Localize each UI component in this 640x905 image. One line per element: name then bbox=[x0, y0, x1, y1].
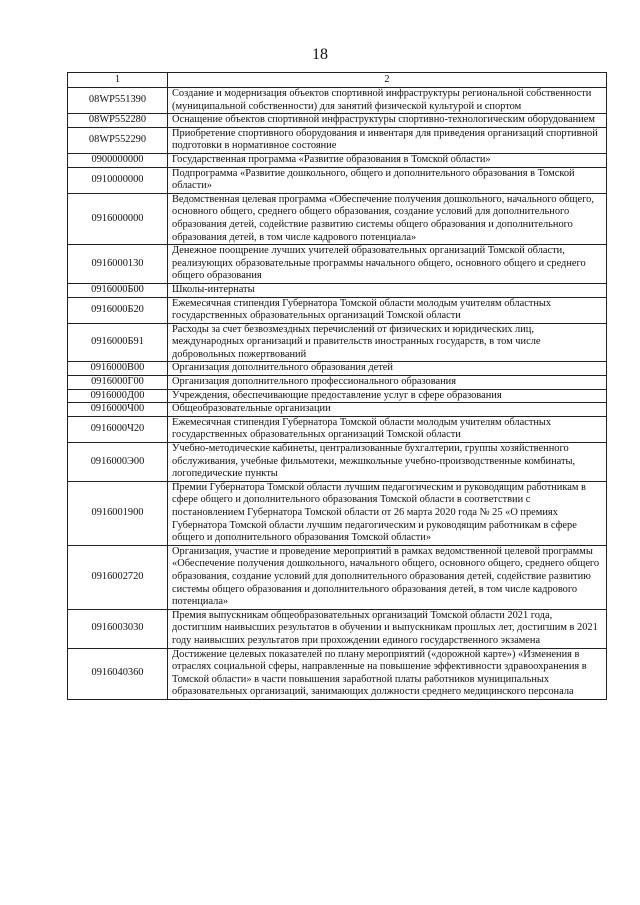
row-code: 0916000Ч20 bbox=[68, 416, 168, 442]
row-code: 0900000000 bbox=[68, 153, 168, 167]
row-code: 08WP552280 bbox=[68, 114, 168, 128]
table-row bbox=[68, 609, 607, 648]
row-name: Премии Губернатора Томской области лучшим педагогическим и руководящим работникам в сфере общего и дополнительного образования Томской области в соответствии с постановлением Губернатора Томской области от 26 марта 2020 года № 25 «О премиях Губернатора Томской области лучшим педагогическим и руководящим работникам в сфере общего и дополнительного образования Томской области» bbox=[168, 481, 607, 545]
row-name: Государственная программа «Развитие образования в Томской области» bbox=[168, 153, 607, 167]
row-code: 0916000Э00 bbox=[68, 443, 168, 482]
row-name: Организация дополнительного образования детей bbox=[168, 362, 607, 376]
row-code: 0916000Г00 bbox=[68, 376, 168, 390]
row-name: Организация дополнительного профессионального образования bbox=[168, 376, 607, 390]
row-name: Ежемесячная стипендия Губернатора Томской области молодым учителям областных государственных образовательных организаций Томской области bbox=[168, 297, 607, 323]
row-code: 0916003030 bbox=[68, 609, 168, 648]
row-name: Подпрограмма «Развитие дошкольного, общего и дополнительного образования в Томской области» bbox=[168, 167, 607, 193]
table-row bbox=[68, 323, 607, 362]
row-name: Расходы за счет безвозмездных перечислений от физических и юридических лиц, международных организаций и правительств иностранных государств, в том числе добровольных пожертвований bbox=[168, 323, 607, 362]
row-name: Ведомственная целевая программа «Обеспечение получения дошкольного, начального общего, основного общего, среднего общего образования, создание условий для дополнительного образования детей, содействие развитию системы общего образования и дополнительного образования детей, в том числе кадрового потенциала» bbox=[168, 193, 607, 244]
row-name: Учреждения, обеспечивающие предоставление услуг в сфере образования bbox=[168, 389, 607, 403]
table-row bbox=[68, 376, 607, 390]
page-number: 18 bbox=[312, 46, 328, 63]
row-code: 0916000Ч00 bbox=[68, 403, 168, 417]
row-name: Учебно-методические кабинеты, централизованные бухгалтерии, группы хозяйственного обслуживания, учебные фильмотеки, межшкольные учебно-производственные комбинаты, логопедические пункты bbox=[168, 443, 607, 482]
row-name: Создание и модернизация объектов спортивной инфраструктуры региональной собственности (муниципальной собственности) для занятий физической культурой и спортом bbox=[168, 88, 607, 114]
column-header-name: 2 bbox=[168, 73, 607, 88]
row-name: Премия выпускникам общеобразовательных организаций Томской области 2021 года, достигшим наивысших результатов в обучении и выпускникам прошлых лет, достигшим в 2021 году наивысших результатов при прохождении единого государственного экзамена bbox=[168, 609, 607, 648]
row-name: Ежемесячная стипендия Губернатора Томской области молодым учителям областных государственных образовательных организаций Томской области bbox=[168, 416, 607, 442]
table-row bbox=[68, 127, 607, 153]
table-row bbox=[68, 403, 607, 417]
table-row bbox=[68, 283, 607, 297]
budget-codes-table bbox=[67, 72, 607, 700]
table-row bbox=[68, 167, 607, 193]
row-name: Приобретение спортивного оборудования и инвентаря для приведения организаций спортивной подготовки в нормативное состояние bbox=[168, 127, 607, 153]
table-row bbox=[68, 153, 607, 167]
row-code: 0916000130 bbox=[68, 245, 168, 284]
table-row bbox=[68, 297, 607, 323]
row-code: 08WP551390 bbox=[68, 88, 168, 114]
row-name: Оснащение объектов спортивной инфраструктуры спортивно-технологическим оборудованием bbox=[168, 114, 607, 128]
column-header-code: 1 bbox=[68, 73, 168, 88]
row-code: 0916002720 bbox=[68, 545, 168, 609]
table-row bbox=[68, 389, 607, 403]
table-row bbox=[68, 114, 607, 128]
row-code: 0916000В00 bbox=[68, 362, 168, 376]
table-row bbox=[68, 545, 607, 609]
table-row bbox=[68, 88, 607, 114]
table-row bbox=[68, 362, 607, 376]
row-name: Денежное поощрение лучших учителей образовательных организаций Томской области, реализующих образовательные программы начального общего, основного общего и среднего общего образования bbox=[168, 245, 607, 284]
row-code: 0916000Б91 bbox=[68, 323, 168, 362]
table-row bbox=[68, 648, 607, 699]
table-row bbox=[68, 481, 607, 545]
row-code: 0916000000 bbox=[68, 193, 168, 244]
table-row bbox=[68, 193, 607, 244]
row-code: 0916040360 bbox=[68, 648, 168, 699]
row-code: 0916001900 bbox=[68, 481, 168, 545]
row-name: Школы-интернаты bbox=[168, 283, 607, 297]
table-row bbox=[68, 245, 607, 284]
table-row bbox=[68, 416, 607, 442]
row-name: Общеобразовательные организации bbox=[168, 403, 607, 417]
row-code: 0916000Б00 bbox=[68, 283, 168, 297]
row-code: 0910000000 bbox=[68, 167, 168, 193]
table-header-row bbox=[68, 73, 607, 88]
table-row bbox=[68, 443, 607, 482]
row-code: 0916000Д00 bbox=[68, 389, 168, 403]
row-name: Достижение целевых показателей по плану мероприятий («дорожной карте») «Изменения в отраслях социальной сферы, направленные на повышение эффективности здравоохранения в Томской области» в части повышения заработной платы работников муниципальных образовательных организаций, занимающих должности среднего медицинского персонала bbox=[168, 648, 607, 699]
row-code: 08WP552290 bbox=[68, 127, 168, 153]
row-name: Организация, участие и проведение мероприятий в рамках ведомственной целевой программы «Обеспечение получения дошкольного, начального общего, основного общего, среднего общего образования, создание условий для дополнительного образования детей, содействие развитию системы общего образования и дополнительного образования детей, в том числе кадрового потенциала» bbox=[168, 545, 607, 609]
row-code: 0916000Б20 bbox=[68, 297, 168, 323]
